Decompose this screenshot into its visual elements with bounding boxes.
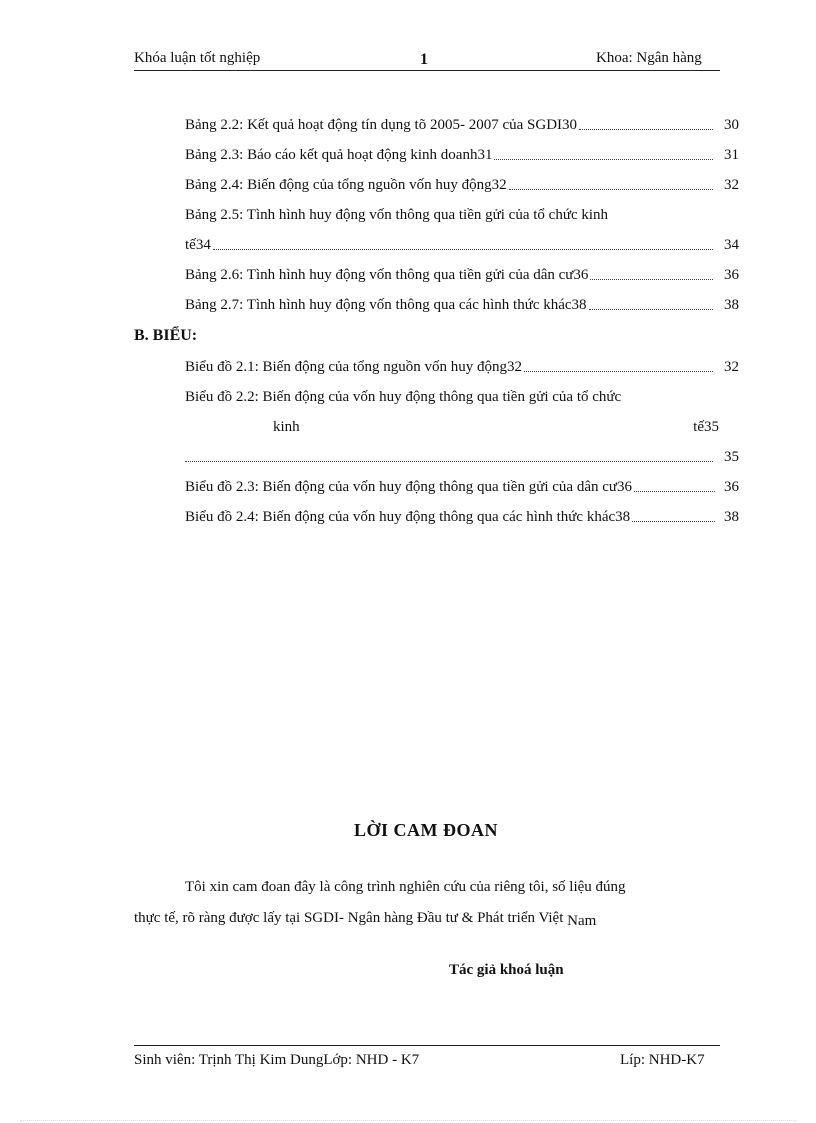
toc-entry-bieu-2-2-line2 [273,414,719,436]
toc-leader-dots [590,278,713,280]
toc-leader-dots [524,370,713,372]
toc-leader-dots [589,308,713,310]
pledge-author: Tác giả khoá luận [449,962,564,978]
toc-entry-page: 38 [724,509,739,525]
footer-right-text: Líp: NHD-K7 [620,1052,705,1068]
pledge-paragraph-line2 [134,910,596,927]
toc-entry-bieu-2-2-line3 [185,444,739,466]
pledge-line2-text: thực tế, rõ ràng được lấy tại SGDI- Ngân hàng Đầu tư & Phát triển Việt [134,910,564,926]
toc-entry-bang-2-7 [185,292,739,314]
toc-leader-dots [632,520,715,522]
toc-entry-bang-2-2 [185,112,739,134]
toc-entry-continued-word: kinh [273,419,300,435]
toc-entry-bang-2-3 [185,142,739,164]
toc-entry-bang-2-6 [185,262,739,284]
toc-entry-page: 36 [724,267,739,283]
toc-entry-label: Bảng 2.5: Tình hình huy động vốn thông qua tiền gửi của tổ chức kinh [185,207,609,223]
footer-divider [134,1045,720,1046]
toc-entry-label: Biểu đồ 2.4: Biến động của vốn huy động thông qua các hình thức khác38 [185,509,631,525]
toc-entry-page: 32 [724,177,739,193]
toc-leader-dots [185,460,713,462]
footer-left-text: Sinh viên: Trịnh Thị Kim DungLớp: NHD - K7 [134,1052,420,1068]
toc-leader-dots [213,248,713,250]
toc-entry-label: Bảng 2.4: Biến động của tổng nguồn vốn huy động32 [185,177,507,193]
toc-entry-page: 35 [724,449,739,465]
toc-entry-bieu-2-4 [185,504,739,526]
toc-entry-label: Bảng 2.7: Tình hình huy động vốn thông qua các hình thức khác38 [185,297,587,313]
toc-entry-bieu-2-3 [185,474,739,496]
toc-leader-dots [494,158,713,160]
section-b-heading: B. BIỂU: [134,327,198,344]
pledge-title: LỜI CAM ĐOAN [354,820,498,840]
header-right-text: Khoa: Ngân hàng [596,50,702,66]
toc-entry-label: Bảng 2.2: Kết quả hoạt động tín dụng tõ 2005- 2007 của SGDI30 [185,117,578,133]
toc-leader-dots [509,188,713,190]
toc-entry-bieu-2-1 [185,354,739,376]
header-divider [134,70,720,71]
toc-entry-page: 31 [724,147,739,163]
toc-entry-label: Biểu đồ 2.3: Biến động của vốn huy động thông qua tiền gửi của dân cư36 [185,479,633,495]
toc-entry-page: 30 [724,117,739,133]
toc-entry-page: 32 [724,359,739,375]
toc-entry-bang-2-4 [185,172,739,194]
toc-entry-bieu-2-2-line1 [185,384,621,406]
toc-entry-bang-2-5-line1 [185,202,608,224]
toc-entry-label: Biểu đồ 2.2: Biến động của vốn huy động thông qua tiền gửi của tổ chức [185,389,622,405]
toc-entry-bang-2-5 [185,232,739,254]
page-bottom-edge [20,1120,796,1121]
pledge-paragraph-line1: Tôi xin cam đoan đây là công trình nghiên cứu của riêng tôi, số liệu đúng [185,879,626,895]
toc-entry-page: 34 [724,237,739,253]
toc-leader-dots [579,128,713,130]
toc-entry-label: Bảng 2.6: Tình hình huy động vốn thông qua tiền gửi của dân cư36 [185,267,589,283]
toc-entry-page: 38 [724,297,739,313]
toc-entry-continued-word: tế35 [693,419,719,435]
toc-entry-label: Bảng 2.3: Báo cáo kết quả hoạt động kinh doanh31 [185,147,493,163]
toc-entry-label: Biểu đồ 2.1: Biến động của tổng nguồn vốn huy động32 [185,359,523,375]
pledge-line2-end: Nam [567,913,597,929]
toc-entry-label-continued: tế34 [185,237,211,253]
toc-leader-dots [634,490,715,492]
header-left-text: Khóa luận tốt nghiệp [134,50,261,66]
page-number: 1 [420,51,428,68]
toc-entry-page: 36 [724,479,739,495]
